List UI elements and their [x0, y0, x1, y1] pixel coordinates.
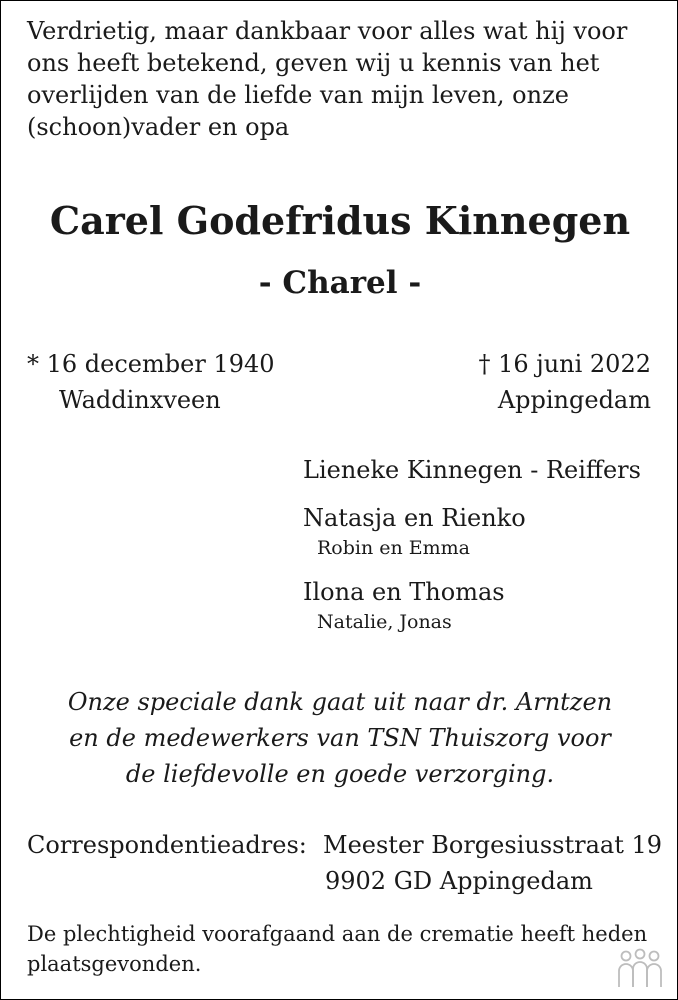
closing-line: plaatsgevonden.: [27, 952, 202, 976]
correspondence-label: Correspondentieadres:: [27, 831, 307, 859]
partner-name: Lieneke Kinnegen - Reiffers: [303, 456, 641, 484]
address-street: Meester Borgesiusstraat 19: [323, 831, 662, 859]
child-couple: Ilona en Thomas: [303, 578, 505, 606]
family-figures-icon: [617, 947, 663, 989]
birth-info: [27, 346, 275, 418]
child-couple: Natasja en Rienko: [303, 504, 526, 532]
thanks-line: de liefdevolle en goede verzorging.: [125, 760, 555, 788]
closing-line: De plechtigheid voorafgaand aan de crematie heeft heden: [27, 922, 648, 946]
intro-text: [27, 15, 667, 143]
birth-date: * 16 december 1940: [27, 350, 275, 378]
thanks-text: [1, 684, 678, 792]
address-city: 9902 GD Appingedam: [325, 867, 593, 895]
intro-line: Verdrietig, maar dankbaar voor alles wat hij voor: [27, 17, 628, 45]
intro-line: ons heeft betekend, geven wij u kennis van het: [27, 49, 600, 77]
intro-line: overlijden van de liefde van mijn leven, onze: [27, 81, 569, 109]
death-info: [478, 346, 651, 418]
closing-text: [27, 919, 647, 979]
grandchildren: Natalie, Jonas: [317, 611, 452, 633]
deceased-name: Carel Godefridus Kinnegen: [49, 198, 631, 243]
death-place: Appingedam: [497, 386, 651, 414]
thanks-line: Onze speciale dank gaat uit naar dr. Arntzen: [67, 688, 613, 716]
deceased-nickname: - Charel -: [258, 265, 422, 301]
thanks-line: en de medewerkers van TSN Thuiszorg voor: [69, 724, 611, 752]
death-date: † 16 juni 2022: [478, 350, 651, 378]
grandchildren: Robin en Emma: [317, 537, 471, 559]
correspondence-address: [323, 827, 662, 899]
birth-place: Waddinxveen: [59, 386, 221, 414]
intro-line: (schoon)vader en opa: [27, 113, 290, 141]
family-list: [303, 453, 641, 635]
